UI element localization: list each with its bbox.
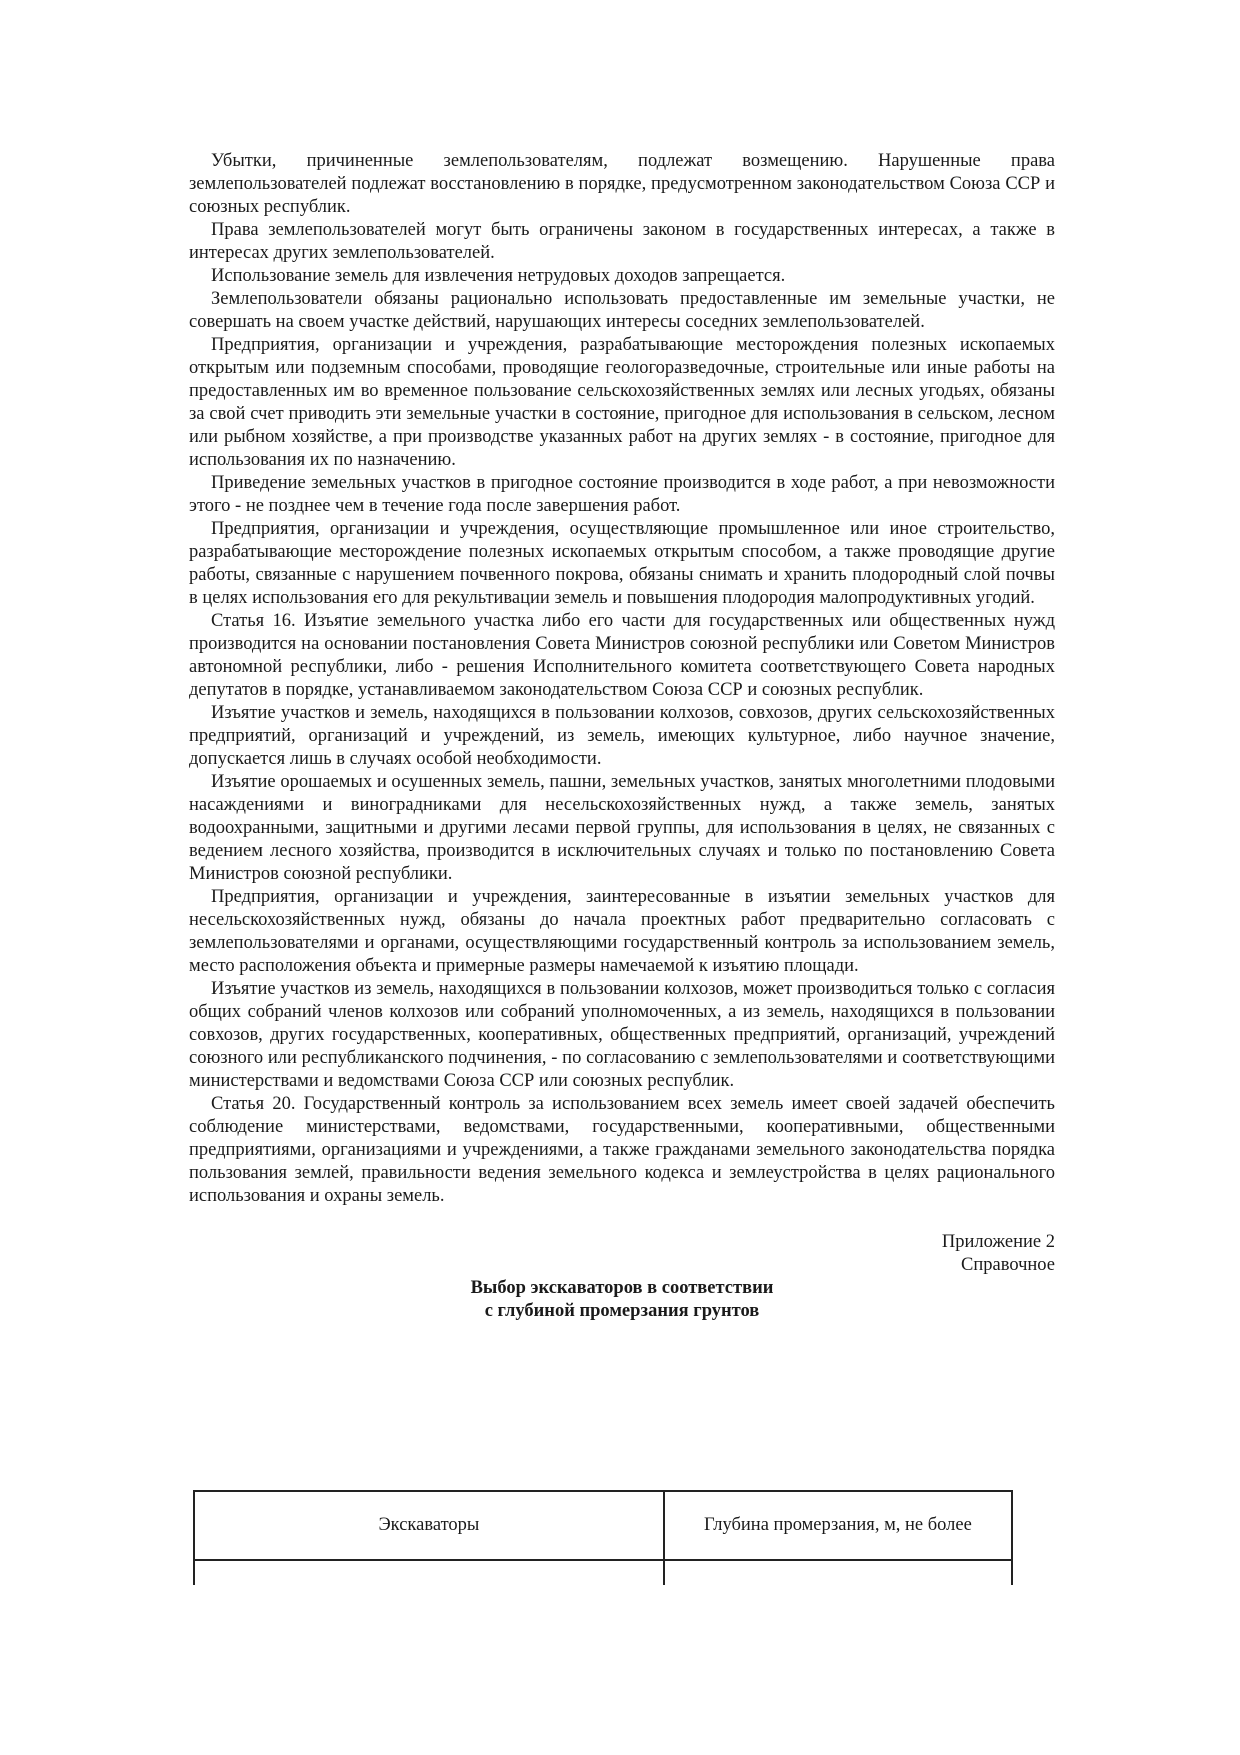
paragraph: Убытки, причиненные землепользователям, подлежат возмещению. Нарушенные права землепользователей подлежат восстановлению в порядке, предусмотренном законодательством Союза ССР и союзных республик. <box>189 151 1055 217</box>
table-title <box>189 1277 1055 1323</box>
table-title-line-1: Выбор экскаваторов в соответствии <box>470 1278 774 1298</box>
document-page <box>189 150 1055 1323</box>
excavator-table <box>193 1490 1013 1585</box>
table-cell <box>664 1560 1012 1585</box>
appendix-heading <box>189 1231 1055 1277</box>
appendix-type: Справочное <box>961 1255 1055 1275</box>
paragraph: Изъятие орошаемых и осушенных земель, пашни, земельных участков, занятых многолетними плодовыми насаждениями и виноградниками для несельскохозяйственных нужд, а также земель, занятых водоохранными, защитными и другими лесами первой группы, для использования в целях, не связанных с ведением лесного хозяйства, производится в исключительных случаях и только по постановлению Совета Министров союзной республики. <box>189 772 1055 884</box>
paragraph-article-20: Статья 20. Государственный контроль за использованием всех земель имеет своей задачей обеспечить соблюдение министерствами, ведомствами, государственными, кооперативными, общественными предприятиями, организациями и учреждениями, а также гражданами земельного законодательства порядка пользования землей, правильности ведения земельного кодекса и землеустройства в целях рационального использования и охраны земель. <box>189 1094 1055 1206</box>
table-title-line-2: с глубиной промерзания грунтов <box>484 1301 760 1321</box>
header-freezing-depth: Глубина промерзания, м, не более <box>664 1491 1012 1560</box>
paragraph: Предприятия, организации и учреждения, заинтересованные в изъятии земельных участков для несельскохозяйственных нужд, обязаны до начала проектных работ предварительно согласовать с землепользователями и органами, осуществляющими государственный контроль за использованием земель, место расположения объекта и примерные размеры намечаемой к изъятию площади. <box>189 887 1055 976</box>
paragraph: Предприятия, организации и учреждения, осуществляющие промышленное или иное строительство, разрабатывающие месторождение полезных ископаемых открытым способом, а также проводящие другие работы, связанные с нарушением почвенного покрова, обязаны снимать и хранить плодородный слой почвы в целях использования его для рекультивации земель и повышения плодородия малопродуктивных угодий. <box>189 519 1055 608</box>
table-row <box>194 1560 1012 1585</box>
body-text <box>189 150 1055 1208</box>
table-cell <box>194 1560 664 1585</box>
paragraph: Предприятия, организации и учреждения, разрабатывающие месторождения полезных ископаемых открытым или подземным способами, проводящие геологоразведочные, строительные или иные работы на предоставленных им во временное пользование сельскохозяйственных землях или лесных угодьях, обязаны за свой счет приводить эти земельные участки в состояние, пригодное для использования в сельском, лесном или рыбном хозяйстве, а при производстве указанных работ на других землях - в состояние, пригодное для использования их по назначению. <box>189 335 1055 470</box>
paragraph: Изъятие участков и земель, находящихся в пользовании колхозов, совхозов, других сельскохозяйственных предприятий, организаций и учреждений, из земель, имеющих культурное, либо научное значение, допускается лишь в случаях особой необходимости. <box>189 703 1055 769</box>
header-excavators: Экскаваторы <box>194 1491 664 1560</box>
table-header-row <box>194 1491 1012 1560</box>
paragraph: Права землепользователей могут быть ограничены законом в государственных интересах, а также в интересах других землепользователей. <box>189 220 1055 263</box>
appendix-label: Приложение 2 <box>941 1232 1055 1252</box>
paragraph: Использование земель для извлечения нетрудовых доходов запрещается. <box>211 266 786 286</box>
paragraph: Землепользователи обязаны рационально использовать предоставленные им земельные участки, не совершать на своем участке действий, нарушающих интересы соседних землепользователей. <box>189 289 1055 332</box>
paragraph-article-16: Статья 16. Изъятие земельного участка либо его части для государственных или общественных нужд производится на основании постановления Совета Министров союзной республики или Советом Министров автономной республики, либо - решения Исполнительного комитета соответствующего Совета народных депутатов в порядке, устанавливаемом законодательством Союза ССР и союзных республик. <box>189 611 1055 700</box>
excavator-table-container <box>193 1490 1013 1585</box>
paragraph: Изъятие участков из земель, находящихся в пользовании колхозов, может производиться только с согласия общих собраний членов колхозов или собраний уполномоченных, а из земель, находящихся в пользовании совхозов, других государственных, кооперативных, общественных предприятий, организаций, учреждений союзного или республиканского подчинения, - по согласованию с землепользователями и соответствующими министерствами и ведомствами Союза ССР или союзных республик. <box>189 979 1055 1091</box>
paragraph: Приведение земельных участков в пригодное состояние производится в ходе работ, а при невозможности этого - не позднее чем в течение года после завершения работ. <box>189 473 1055 516</box>
